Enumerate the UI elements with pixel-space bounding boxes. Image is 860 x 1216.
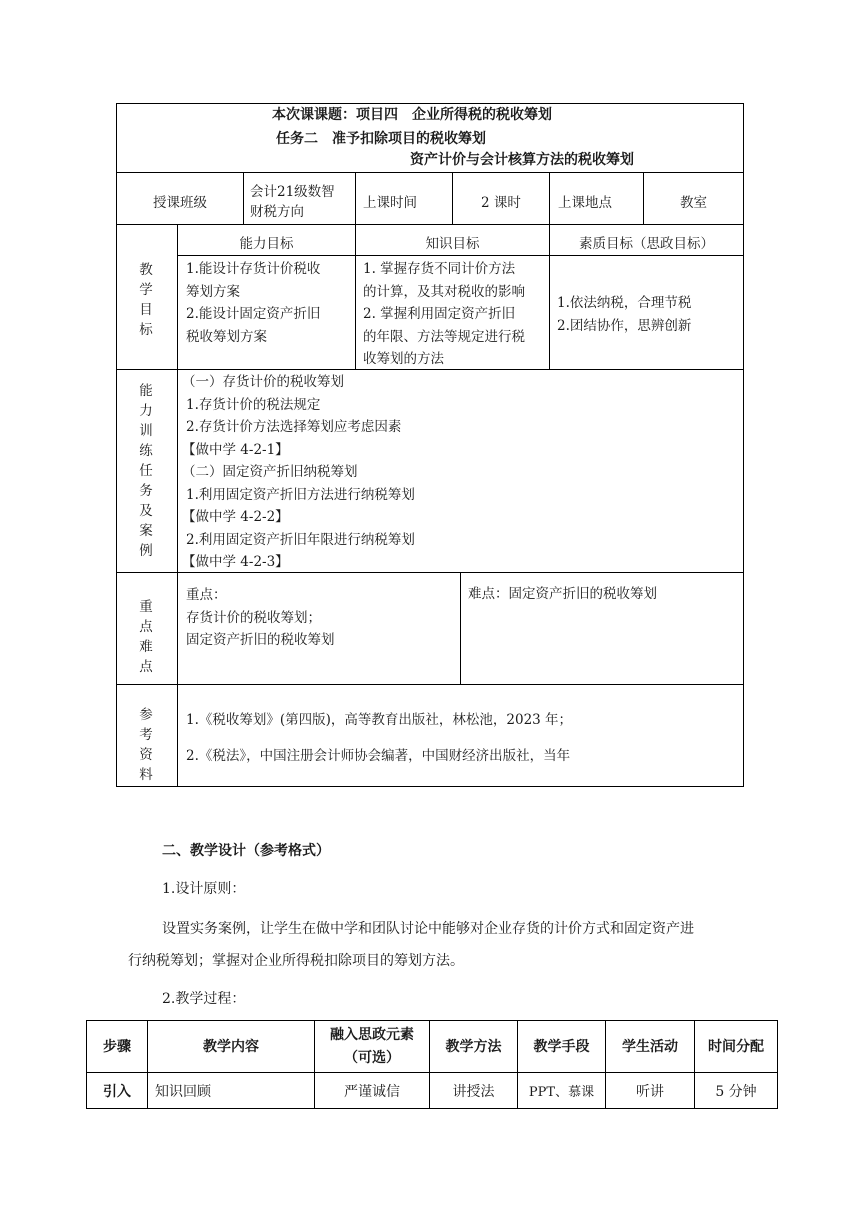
class-value-line2: 财税方向 [250, 204, 304, 220]
knowledge-header: 知识目标 [425, 236, 480, 252]
time-label: 上课时间 [363, 195, 417, 211]
ability-list: 1.能设计存货计价税收 筹划方案 2.能设计固定资产折旧 税收筹划方案 [186, 261, 321, 345]
references-side-label: 参 考 资 料 [139, 707, 153, 783]
header-content: 教学内容 [203, 1039, 259, 1055]
quality-list: 1.依法纳税，合理节税 2.团结协作，思辨创新 [557, 295, 692, 334]
difficulty-text: 难点：固定资产折旧的税收筹划 [468, 586, 657, 602]
place-value: 教室 [680, 195, 707, 211]
training-line: 2.存货计价方法选择筹划应考虑因素 [186, 419, 402, 435]
row-method: 讲授法 [452, 1084, 495, 1100]
ability-header: 能力目标 [239, 236, 294, 252]
principle-label: 1.设计原则： [162, 881, 246, 897]
header-step: 步骤 [103, 1039, 131, 1055]
class-label: 授课班级 [153, 195, 207, 211]
row-content: 知识回顾 [155, 1084, 211, 1100]
header-ideology-line2: （可选） [344, 1050, 400, 1066]
class-value-line1: 会计21级数智 [250, 184, 335, 200]
training-side-label: 能 力 训 练 任 务 及 案 例 [139, 383, 153, 559]
reference-1: 1.《税收筹划》(第四版)，高等教育出版社，林松池，2023 年； [186, 712, 573, 728]
principle-line1: 设置实务案例，让学生在做中学和团队讨论中能够对企业存货的计价方式和固定资产进 [162, 921, 694, 937]
lesson-title-line2: 任务二 准予扣除项目的税收筹划 [276, 131, 486, 147]
training-line: 【做中学 4-2-3】 [182, 554, 289, 570]
training-line: 1.利用固定资产折旧方法进行纳税筹划 [186, 486, 415, 503]
lesson-title-line3: 资产计价与会计核算方法的税收筹划 [410, 152, 634, 168]
training-line: 1.存货计价的税法规定 [186, 396, 321, 413]
reference-2: 2.《税法》，中国注册会计师协会编著，中国财经济出版社，当年 [186, 748, 571, 764]
keypoints-side-label: 重 点 难 点 [139, 599, 153, 675]
training-line: （二）固定资产折旧纳税筹划 [182, 464, 358, 480]
row-step: 引入 [103, 1084, 131, 1100]
row-means: PPT、慕课 [528, 1085, 595, 1100]
training-line: 【做中学 4-2-2】 [182, 509, 289, 525]
row-time: 5 分钟 [715, 1084, 757, 1100]
header-ideology-line1: 融入思政元素 [330, 1027, 414, 1043]
process-label: 2.教学过程： [162, 991, 246, 1007]
header-method: 教学方法 [445, 1039, 502, 1055]
key-points-list: 重点： 存货计价的税收筹划； 固定资产折旧的税收筹划 [186, 587, 335, 648]
training-line: 2.利用固定资产折旧年限进行纳税筹划 [186, 531, 415, 548]
time-value: 2 课时 [481, 195, 521, 211]
design-heading: 二、教学设计（参考格式） [162, 843, 330, 859]
lesson-title-line1: 本次课课题：项目四 企业所得税的税收筹划 [272, 107, 552, 123]
objectives-side-label: 教 学 目 标 [139, 262, 153, 338]
training-list [182, 371, 415, 574]
place-label: 上课地点 [558, 195, 612, 211]
header-means: 教学手段 [533, 1039, 590, 1055]
training-line: 【做中学 4-2-1】 [182, 441, 289, 458]
principle-line2: 行纳税筹划；掌握对企业所得税扣除项目的筹划方法。 [128, 953, 464, 969]
header-time: 时间分配 [708, 1039, 764, 1055]
training-line: （一）存货计价的税收筹划 [182, 374, 344, 390]
quality-header: 素质目标（思政目标） [579, 236, 714, 252]
row-ideology: 严谨诚信 [344, 1084, 400, 1100]
header-activity: 学生活动 [622, 1039, 678, 1055]
row-activity: 听讲 [636, 1084, 664, 1100]
knowledge-list: 1. 掌握存货不同计价方法 的计算，及其对税收的影响 2. 掌握利用固定资产折旧 的年限、方法等规定进行税 收筹划的方法 [363, 261, 525, 367]
